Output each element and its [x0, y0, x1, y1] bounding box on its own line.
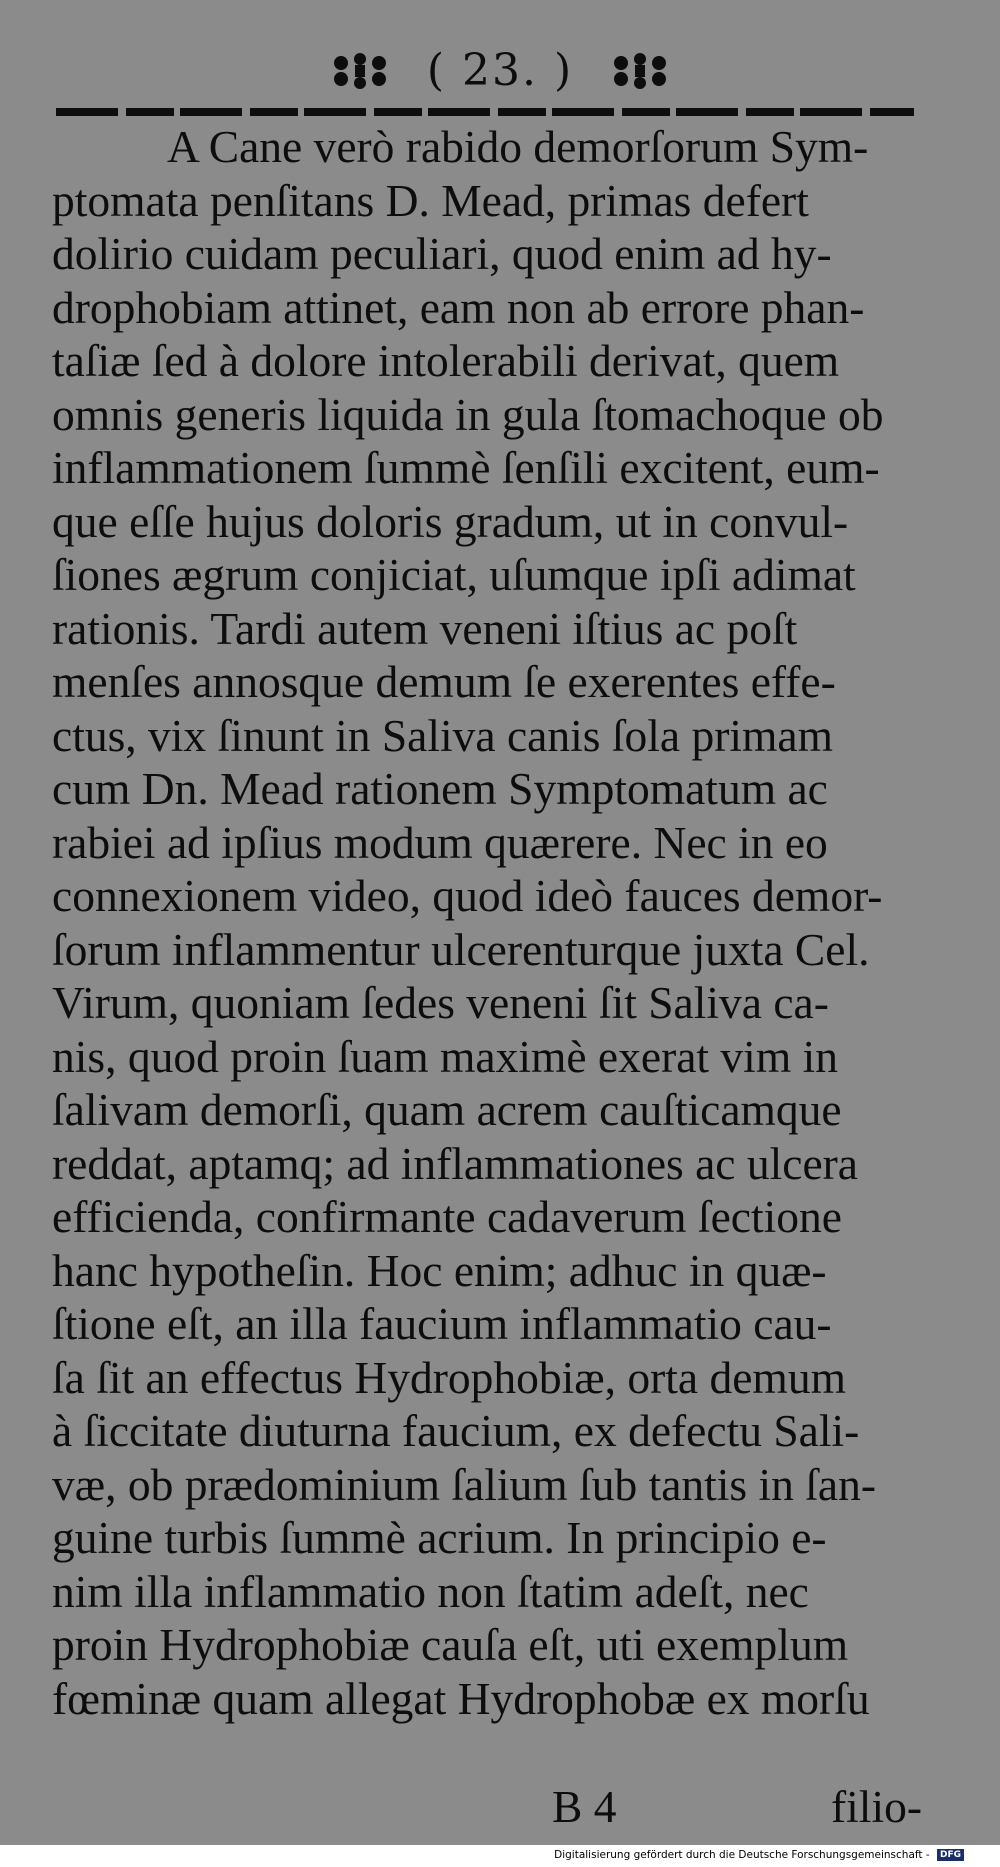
text-line: ſiones ægrum conjiciat, uſumque ipſi adimat [52, 549, 856, 600]
running-head [0, 42, 1000, 96]
text-line: taſiæ ſed à dolore intolerabili derivat, quem [52, 335, 840, 386]
header-rule [56, 108, 914, 116]
text-line: fœminæ quam allegat Hydrophobæ ex morſu [52, 1672, 870, 1724]
page-footer [52, 1780, 922, 1840]
text-line: ſalivam demorſi, quam acrem cauſticamque [52, 1084, 842, 1135]
text-line: ſorum inflammentur ulcerenturque juxta Cel. [52, 923, 870, 975]
text-line: drophobiam attinet, eam non ab errore phan- [52, 281, 865, 333]
text-line: nis, quod proin ſuam maximè exerat vim in [52, 1030, 838, 1082]
text-line: omnis generis liquida in gula ſtomachoque ob [52, 388, 884, 440]
text-line: proin Hydrophobiæ cauſa eſt, uti exemplum [52, 1619, 849, 1670]
text-line: dolirio cuidam peculiari, quod enim ad hy- [52, 228, 832, 279]
text-line: reddat, aptamq; ad inflammationes ac ulcera [52, 1137, 859, 1189]
text-line: nim illa inflammatio non ſtatim adeſt, nec [52, 1565, 809, 1617]
text-line: A Cane verò rabido demorſorum Sym- [167, 121, 869, 172]
signature-mark: B 4 [552, 1781, 617, 1832]
text-line: que eſſe hujus doloris gradum, ut in convul- [52, 495, 849, 547]
text-line: ſa ſit an effectus Hydrophobiæ, orta demum [52, 1351, 846, 1403]
body-text [52, 120, 922, 1725]
right-ornament-icon [611, 49, 669, 93]
text-line: rationis. Tardi autem veneni iſtius ac poſt [52, 602, 798, 654]
catchword: filio- [831, 1781, 922, 1832]
funding-note [554, 1849, 964, 1861]
funding-text: Digitalisierung gefördert durch die Deutsche Forschungsgemeinschaft - [554, 1849, 930, 1861]
text-line: ctus, vix ſinunt in Saliva canis ſola primam [52, 709, 833, 761]
text-line: cum Dn. Mead rationem Symptomatum ac [52, 763, 828, 814]
text-line: hanc hypotheſin. Hoc enim; adhuc in quæ- [52, 1244, 827, 1296]
left-ornament-icon [331, 49, 389, 93]
text-line: menſes annosque demum ſe exerentes effe- [52, 656, 836, 707]
text-line: guine turbis ſummè acrium. In principio e- [52, 1512, 827, 1563]
page-number: ( 23. ) [426, 45, 574, 96]
text-line: rabiei ad ipſius modum quærere. Nec in eo [52, 816, 828, 868]
dfg-logo: DFG [937, 1849, 964, 1861]
text-line: à ſiccitate diuturna faucium, ex defectu Sali- [52, 1405, 860, 1456]
text-line: ptomata penſitans D. Mead, primas defert [52, 174, 809, 226]
text-line: inflammationem ſummè ſenſili excitent, eum- [52, 442, 880, 493]
text-line: connexionem video, quod ideò fauces demor- [52, 870, 883, 921]
text-line: Virum, quoniam ſedes veneni ſit Saliva ca- [52, 977, 829, 1028]
text-line: efficienda, confirmante cadaverum ſectione [52, 1191, 842, 1242]
text-line: væ, ob prædominium ſalium ſub tantis in ſan- [52, 1458, 877, 1510]
text-line: ſtione eſt, an illa faucium inflammatio cau- [52, 1298, 832, 1349]
